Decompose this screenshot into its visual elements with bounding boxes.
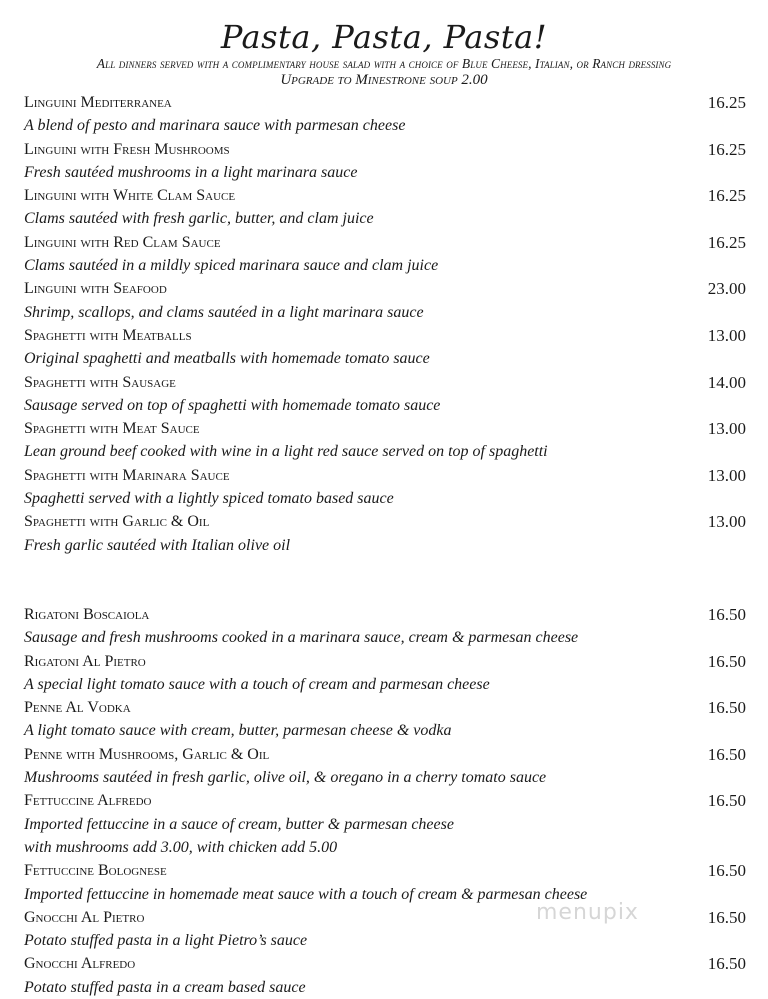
menu-title: Pasta, Pasta, Pasta! (220, 18, 548, 56)
item-name: Spaghetti with Meat Sauce (24, 420, 200, 438)
item-name: Rigatoni Boscaiola (24, 605, 150, 623)
item-price: 13.00 (707, 465, 746, 485)
menu-item (24, 417, 746, 440)
menu-item (24, 324, 746, 347)
item-description: Clams sautéed with fresh garlic, butter, and clam juice (24, 210, 374, 228)
item-price: 16.50 (707, 954, 746, 974)
item-description: Potato stuffed pasta in a light Pietro’s sauce (24, 932, 308, 950)
item-description: Fresh garlic sautéed with Italian olive oil (24, 536, 291, 554)
menu-item (24, 696, 746, 719)
item-name: Linguini Mediterranea (24, 94, 172, 111)
item-name: Rigatoni Al Pietro (24, 652, 146, 670)
item-name: Spaghetti with Meatballs (24, 326, 192, 344)
item-description: Original spaghetti and meatballs with homemade tomato sauce (24, 350, 430, 368)
menu-item (24, 138, 746, 161)
item-name: Gnocchi Alfredo (24, 955, 136, 973)
item-name: Linguini with White Clam Sauce (24, 187, 236, 205)
menu-item (24, 603, 746, 626)
item-price: 16.50 (707, 651, 746, 671)
item-name: Spaghetti with Garlic & Oil (24, 513, 210, 531)
item-description: Imported fettuccine in a sauce of cream, butter & parmesan cheese (24, 815, 454, 833)
menu-item (24, 464, 746, 487)
menu-item (24, 650, 746, 673)
item-price: 23.00 (707, 279, 746, 299)
item-description: Potato stuffed pasta in a cream based sauce (24, 978, 306, 996)
item-description: Imported fettuccine in homemade meat sauce with a touch of cream & parmesan cheese (24, 885, 588, 903)
item-price: 16.50 (707, 791, 746, 811)
item-name: Gnocchi Al Pietro (24, 908, 145, 926)
item-name: Fettuccine Alfredo (24, 792, 152, 810)
menu-item (24, 743, 746, 766)
soup-upgrade-note: Upgrade to Minestrone soup 2.00 (280, 72, 488, 88)
menu-item (24, 789, 746, 812)
item-description: Spaghetti served with a lightly spiced tomato based sauce (24, 490, 394, 508)
item-price: 14.00 (707, 372, 746, 392)
item-price: 16.50 (707, 698, 746, 718)
menu-item (24, 371, 746, 394)
item-name: Linguini with Fresh Mushrooms (24, 140, 230, 158)
item-price: 16.50 (707, 861, 746, 881)
item-name: Spaghetti with Sausage (24, 373, 176, 391)
item-description: A light tomato sauce with cream, butter, parmesan cheese & vodka (24, 722, 452, 740)
section-spacer (24, 557, 746, 603)
menu-item (24, 277, 746, 300)
item-name: Fettuccine Bolognese (24, 862, 167, 880)
menu-item (24, 231, 746, 254)
item-description: Lean ground beef cooked with wine in a light red sauce served on top of spaghetti (24, 443, 548, 461)
item-description: Fresh sautéed mushrooms in a light marinara sauce (24, 163, 358, 181)
menu-item (24, 952, 746, 975)
menu-item (24, 510, 746, 533)
watermark-logo: menupix (536, 900, 639, 925)
menu-items-list (24, 91, 746, 999)
salad-note: All dinners served with a complimentary house salad with a choice of Blue Cheese, Italian, or Ranch dressing (96, 56, 672, 71)
item-description: A special light tomato sauce with a touch of cream and parmesan cheese (24, 675, 490, 693)
item-price: 16.25 (707, 186, 746, 206)
item-price: 16.50 (707, 604, 746, 624)
item-name: Penne with Mushrooms, Garlic & Oil (24, 745, 270, 763)
item-description: Sausage and fresh mushrooms cooked in a marinara sauce, cream & parmesan cheese (24, 629, 579, 647)
item-name: Linguini with Red Clam Sauce (24, 233, 221, 251)
menu-item (24, 184, 746, 207)
item-price: 16.50 (707, 907, 746, 927)
item-price: 16.50 (707, 744, 746, 764)
item-description: Clams sautéed in a mildly spiced marinara sauce and clam juice (24, 257, 439, 275)
menu-item (24, 91, 746, 114)
item-description: Sausage served on top of spaghetti with homemade tomato sauce (24, 396, 441, 414)
item-name: Penne Al Vodka (24, 699, 131, 717)
item-price: 16.25 (707, 93, 746, 112)
item-price: 16.25 (707, 139, 746, 159)
item-price: 16.25 (707, 232, 746, 252)
item-description: A blend of pesto and marinara sauce with parmesan cheese (24, 117, 406, 135)
item-price: 13.00 (707, 419, 746, 439)
item-description: with mushrooms add 3.00, with chicken add 5.00 (24, 838, 338, 856)
item-description: Mushrooms sautéed in fresh garlic, olive oil, & oregano in a cherry tomato sauce (24, 769, 547, 787)
item-price: 13.00 (707, 512, 746, 532)
item-description: Shrimp, scallops, and clams sautéed in a light marinara sauce (24, 303, 424, 321)
item-price: 13.00 (707, 325, 746, 345)
item-name: Linguini with Seafood (24, 280, 167, 298)
item-name: Spaghetti with Marinara Sauce (24, 466, 230, 484)
menu-item (24, 859, 746, 882)
